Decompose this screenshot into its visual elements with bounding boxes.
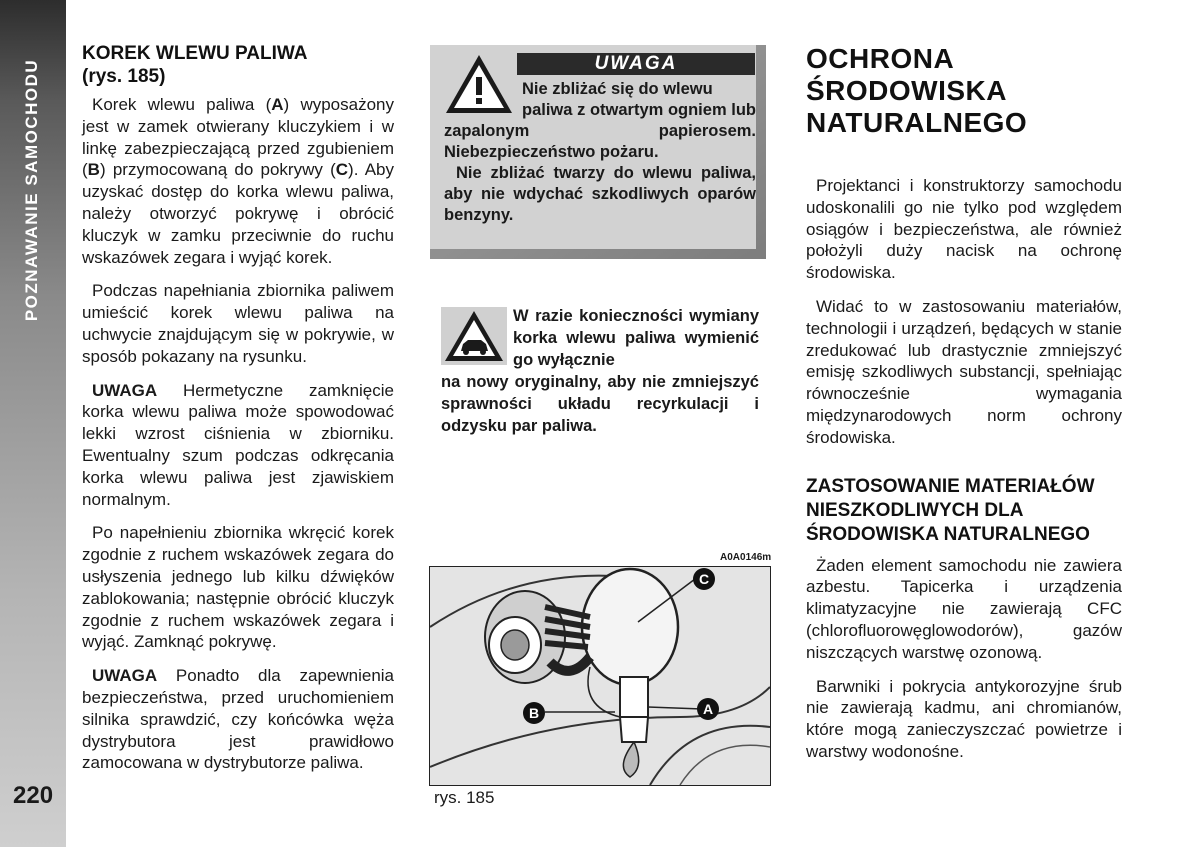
main-heading [806, 43, 1122, 139]
label-b-text: B [528, 705, 540, 721]
subheading [806, 475, 1122, 547]
heading-line: KOREK WLEWU PALIWA [82, 43, 308, 64]
figure-caption: rys. 185 [434, 788, 495, 807]
label-a-marker [697, 698, 719, 720]
fuel-cap-illustration [429, 566, 771, 786]
paragraph: Korek wlewu paliwa (A) wyposażony jest w zamek otwierany kluczykiem i w linkę zabezpieczającą przed zgubieniem (B) przymocowaną do pokrywy (C). Aby uzyskać dostęp do korka wlewu paliwa, należy otworzyć pokrywę i obrócić kluczyk w zamku przeciwnie do ruchu wskazówek zegara i wyjąć korek. [82, 95, 394, 267]
label-a-text: A [702, 701, 714, 717]
heading-line: (rys. 185) [82, 66, 166, 87]
label-c-marker [693, 568, 715, 590]
paragraph: Barwniki i pokrycia antykorozyjne śrub nie zawierają kadmu, ani chromianów, które mogą zanieczyszczać powietrze i warstwy wodonośne. [806, 676, 1122, 761]
paragraph: Podczas napełniania zbiornika paliwem umieścić korek wlewu paliwa na uchwycie znajdującym się w pokrywie, w sposób pokazany na rysunku. [82, 281, 394, 366]
heading-line: ZASTOSOWANIE MATERIAŁÓW [806, 475, 1095, 497]
label-c-text: C [698, 571, 710, 587]
caution-label: UWAGA [92, 666, 158, 686]
letter-ref: A [271, 95, 284, 114]
section-label: POZNAWANIE SAMOCHODU [22, 58, 41, 322]
paragraph: UWAGA Ponadto dla zapewnienia bezpieczeństwa, przed uruchomieniem silnika sprawdzić, czy końcówka węża dystrybutora jest prawidłowo zamocowana w dystrybutorze paliwa. [82, 666, 394, 773]
heading-line: ŚRODOWISKA NATURALNEGO [806, 523, 1090, 545]
caution-label: UWAGA [92, 380, 158, 400]
letter-ref: C [335, 160, 349, 180]
paragraph: Żaden element samochodu nie zawiera azbestu. Tapicerka i urządzenia klimatyzacyjne nie zawierają CFC (chlorofluorowęglowodorów), gazów niszczących warstwę ozonową. [806, 555, 1122, 662]
section-heading [82, 42, 394, 88]
warning-text: Nie zbliżać się do wlewu paliwa z otwartym ogniem lub zapalonym papierosem. Niebezpieczeństwo pożaru. Nie zbliżać twarzy do wlewu paliwa, aby nie wdychać szkodliwych oparów benzyny. [444, 80, 756, 224]
side-strip [0, 0, 66, 847]
paragraph: Po napełnieniu zbiornika wkręcić korek zgodnie z ruchem wskazówek zegara do usłyszenia jednego lub kilku dźwięków zablokowania; następnie obrócić kluczyk zgodnie z ruchem wskazówek zegara i wyjąć. Zamknąć pokrywę. [82, 523, 394, 652]
label-b-marker [523, 702, 545, 724]
fuel-flap-drawing [430, 567, 770, 785]
environment-column [806, 43, 1122, 775]
figure-code: A0A0146m [720, 552, 772, 563]
warning-panel [430, 45, 756, 249]
replacement-note: W razie konieczności wymiany korka wlewu paliwa wymienić go wyłącznie na nowy oryginalny, aby nie zmniejszyć sprawności układu recyrkulacji i odzysku par paliwa. [441, 307, 759, 435]
paragraph: Projektanci i konstruktorzy samochodu udoskonalili go nie tylko pod względem osiągów i bezpieczeństwa, ale również położyli duży nacisk na ochronę środowiska. [806, 176, 1122, 283]
paragraph: UWAGA Hermetyczne zamknięcie korka wlewu paliwa może spowodować lekki wzrost ciśnienia w zbiorniku. Ewentualny szum podczas odkręcania korka wlewu paliwa jest zjawiskiem normalnym. [82, 380, 394, 509]
heading-line: NIESZKODLIWYCH DLA [806, 499, 1024, 521]
heading-line: OCHRONA [806, 43, 955, 74]
fuel-cap-column [82, 42, 394, 786]
page-number: 220 [13, 782, 54, 809]
heading-line: NATURALNEGO [806, 107, 1028, 138]
letter-ref: B [87, 160, 100, 180]
paragraph: Widać to w zastosowaniu materiałów, technologii i urządzeń, będących w stanie zredukować lub drastycznie zmniejszyć emisję szkodliwych substancji, spełniając równocześnie wymagania międzynarodowych norm ochrony środowiska. [806, 296, 1122, 447]
warning-title: UWAGA [517, 53, 755, 75]
warning-box [430, 45, 766, 259]
heading-line: ŚRODOWISKA [806, 75, 1007, 106]
